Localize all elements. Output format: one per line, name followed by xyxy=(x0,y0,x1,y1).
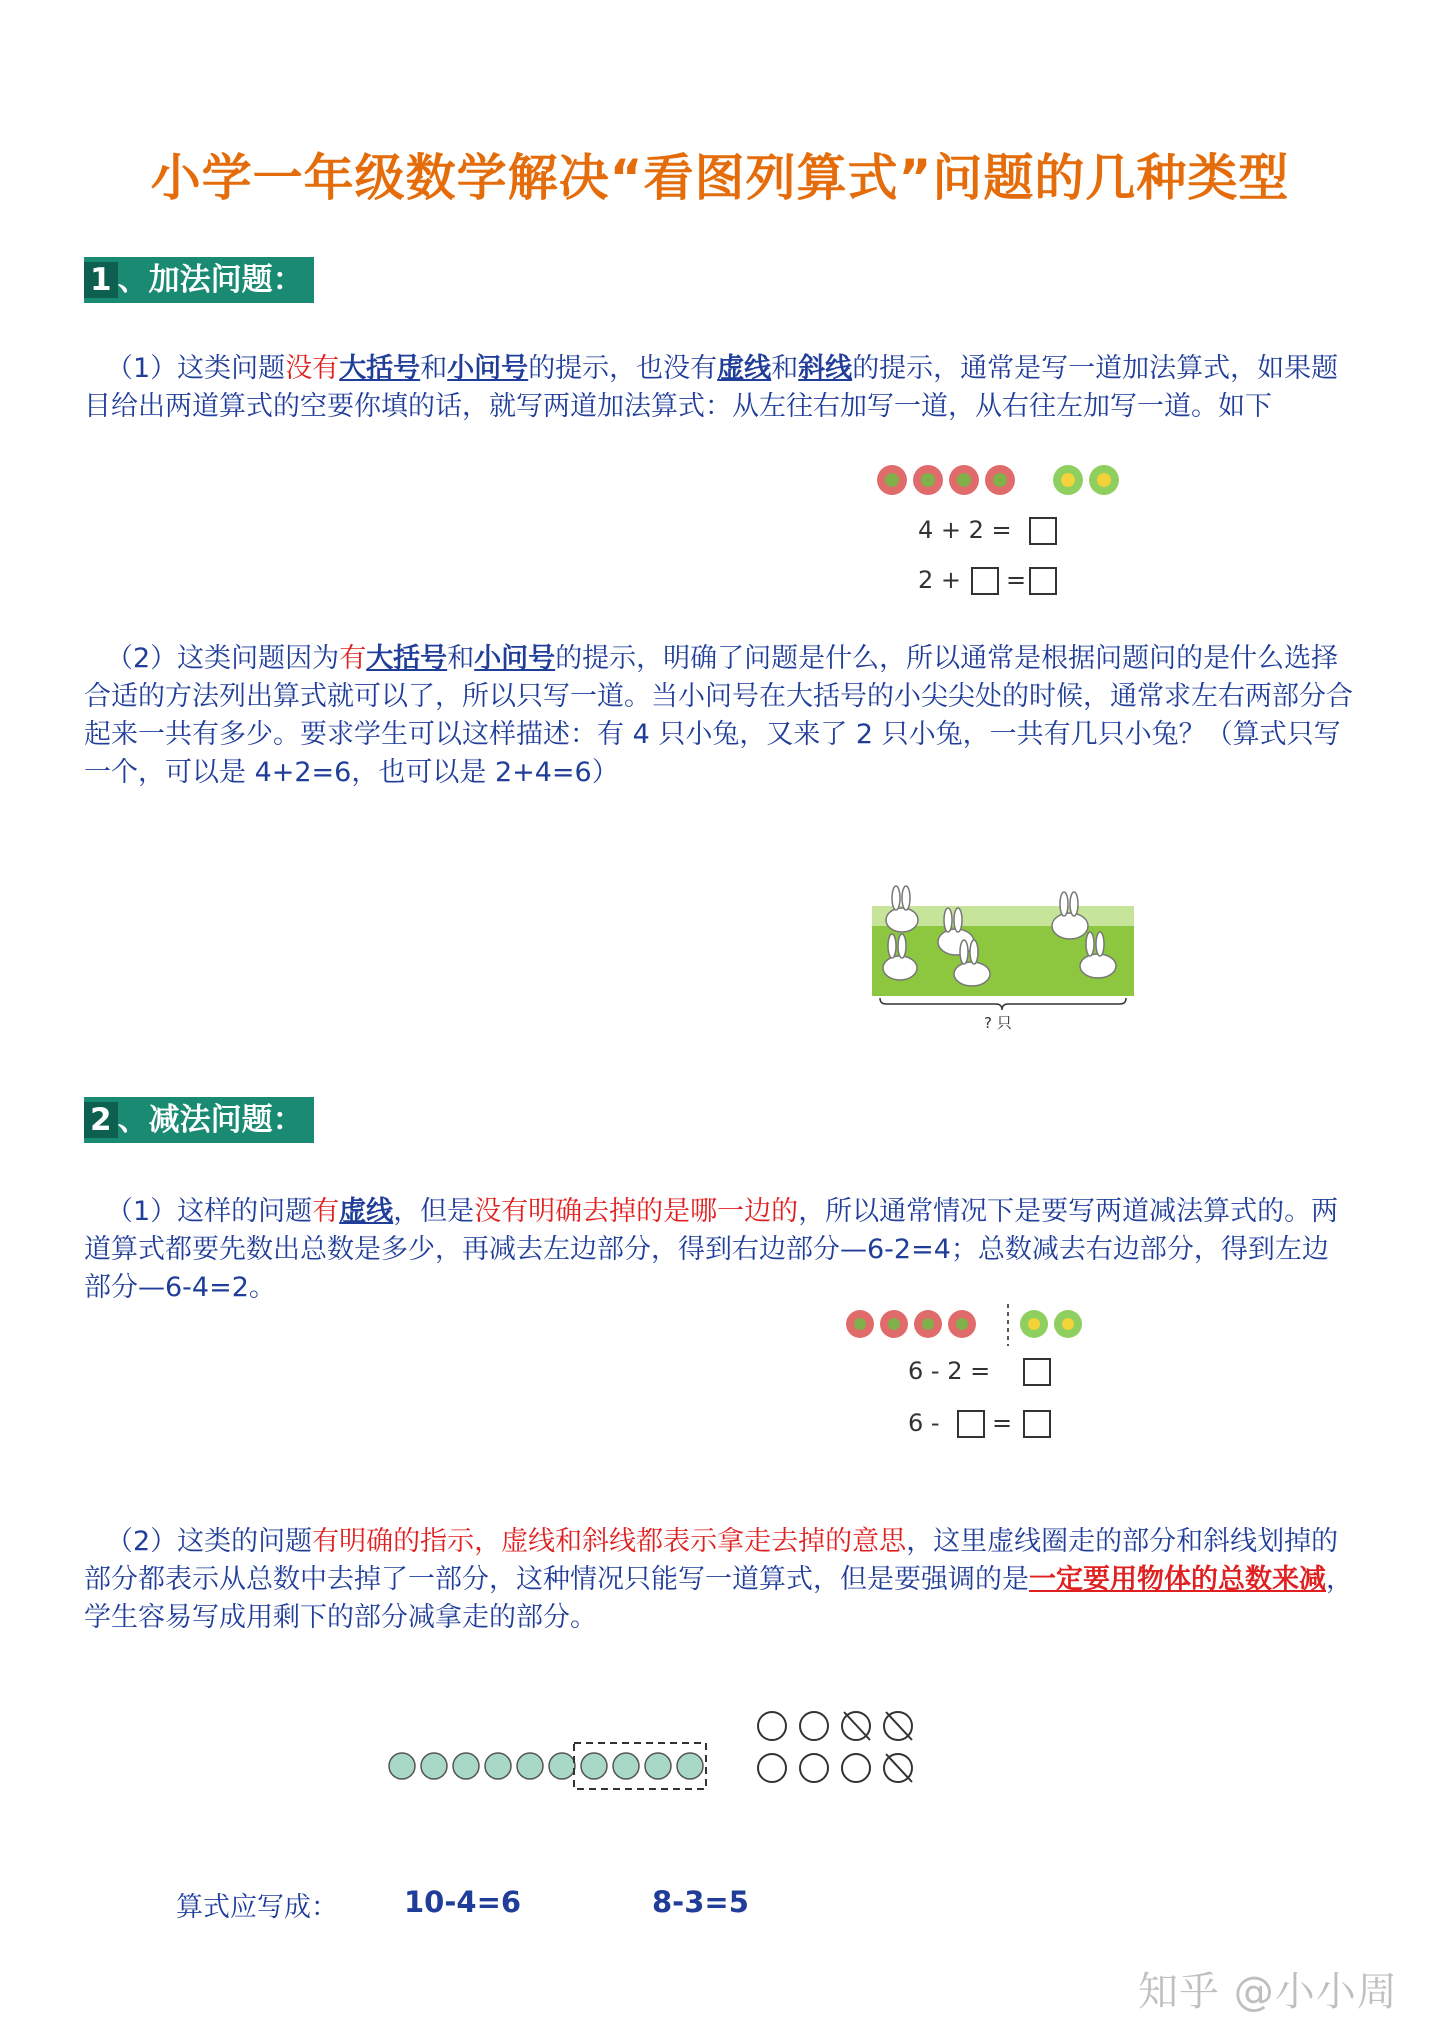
red-flower-icon xyxy=(948,1310,976,1338)
equation-2-left: 2 + xyxy=(918,566,962,594)
section-heading-subtraction xyxy=(84,1097,314,1143)
circle-icon xyxy=(645,1753,671,1779)
page-title: 小学一年级数学解决“看图列算式”问题的几种类型 xyxy=(150,149,1290,207)
answer-box xyxy=(1030,568,1056,594)
red-flower-icon xyxy=(877,465,907,495)
brace xyxy=(880,998,1126,1010)
section-number: 1 xyxy=(84,262,118,298)
equation-1: 6 - 2 = xyxy=(908,1357,991,1385)
yellow-flower-icon xyxy=(1053,465,1083,495)
flower-row xyxy=(846,1304,1082,1346)
yellow-flower-icon xyxy=(1089,465,1119,495)
rabbit-figure xyxy=(872,870,1142,1035)
red-flower-icon xyxy=(985,465,1015,495)
section-heading-addition xyxy=(84,257,314,303)
red-flower-icon xyxy=(913,465,943,495)
circle-icon xyxy=(842,1754,870,1782)
circle-icon xyxy=(677,1753,703,1779)
brace-question-label: ? 只 xyxy=(984,1014,1012,1032)
red-flower-icon xyxy=(846,1310,874,1338)
section-heading-text: 、减法问题： xyxy=(117,1102,304,1138)
circle-icon xyxy=(485,1753,511,1779)
section-number: 2 xyxy=(84,1102,118,1138)
flower-row xyxy=(877,465,1119,495)
answer-box xyxy=(1024,1359,1050,1385)
circle-icon xyxy=(549,1753,575,1779)
flower-equation-figure xyxy=(872,455,1142,605)
formula-1: 10-4=6 xyxy=(404,1885,522,1919)
yellow-flower-icon xyxy=(1020,1310,1048,1338)
section-heading-text: 、加法问题： xyxy=(117,262,304,298)
circle-icon xyxy=(517,1753,543,1779)
circle-icon xyxy=(389,1753,415,1779)
equation-2-equals: = xyxy=(1006,566,1027,594)
circle-icon xyxy=(613,1753,639,1779)
addition-paragraph-1: （1）这类问题没有大括号和小问号的提示，也没有虚线和斜线的提示，通常是写一道加法算式，如果题目给出两道算式的空要你填的话，就写两道加法算式：从左往右加写一道，从右往左加写一道。如下 xyxy=(84,353,1339,422)
blank-box xyxy=(958,1411,984,1437)
flower-subtraction-figure xyxy=(840,1300,1120,1450)
subtraction-paragraph-2: （2）这类的问题有明确的指示，虚线和斜线都表示拿走去掉的意思，这里虚线圈走的部分和斜线划掉的部分都表示从总数中去掉了一部分，这种情况只能写一道算式，但是要强调的是一定要用物体的总数来减，学生容易写成用剩下的部分减拿走的部分。 xyxy=(84,1526,1353,1633)
equation-2-left: 6 - xyxy=(908,1409,940,1437)
answer-box xyxy=(1024,1411,1050,1437)
red-flower-icon xyxy=(949,465,979,495)
circle-icon xyxy=(800,1712,828,1740)
equation-1: 4 + 2 = xyxy=(918,516,1012,544)
blank-box xyxy=(972,568,998,594)
circle-icon xyxy=(453,1753,479,1779)
circle-subtraction-figure xyxy=(380,1700,980,1810)
subtraction-paragraph-1: （1）这样的问题有虚线，但是没有明确去掉的是哪一边的，所以通常情况下是要写两道减法算式的。两道算式都要先数出总数是多少，再减去左边部分，得到右边部分—6-2=4；总数减去右边部分，得到左边部分—6-4=2。 xyxy=(84,1196,1339,1303)
answer-box xyxy=(1030,518,1056,544)
yellow-flower-icon xyxy=(1054,1310,1082,1338)
addition-paragraph-2: （2）这类问题因为有大括号和小问号的提示，明确了问题是什么，所以通常是根据问题问的是什么选择合适的方法列出算式就可以了，所以只写一道。当小问号在大括号的小尖尖处的时候，通常求左右两部分合起来一共有多少。要求学生可以这样描述：有 4 只小兔，又来了 2 只小兔，一共有几只小兔？（算式只写一个，可以是 4+2=6，也可以是 2+4=6） xyxy=(84,643,1353,788)
circle-icon xyxy=(800,1754,828,1782)
circle-icon xyxy=(581,1753,607,1779)
circle-icon xyxy=(758,1754,786,1782)
formula-label: 算式应写成： xyxy=(176,1892,338,1923)
circle-icon xyxy=(421,1753,447,1779)
red-flower-icon xyxy=(880,1310,908,1338)
watermark: 知乎 @小小周 xyxy=(1138,1969,1398,2015)
formula-2: 8-3=5 xyxy=(652,1885,749,1919)
circle-row xyxy=(389,1743,706,1789)
crossed-circle-grid xyxy=(758,1712,912,1782)
circle-icon xyxy=(758,1712,786,1740)
equation-2-equals: = xyxy=(992,1409,1013,1437)
red-flower-icon xyxy=(914,1310,942,1338)
